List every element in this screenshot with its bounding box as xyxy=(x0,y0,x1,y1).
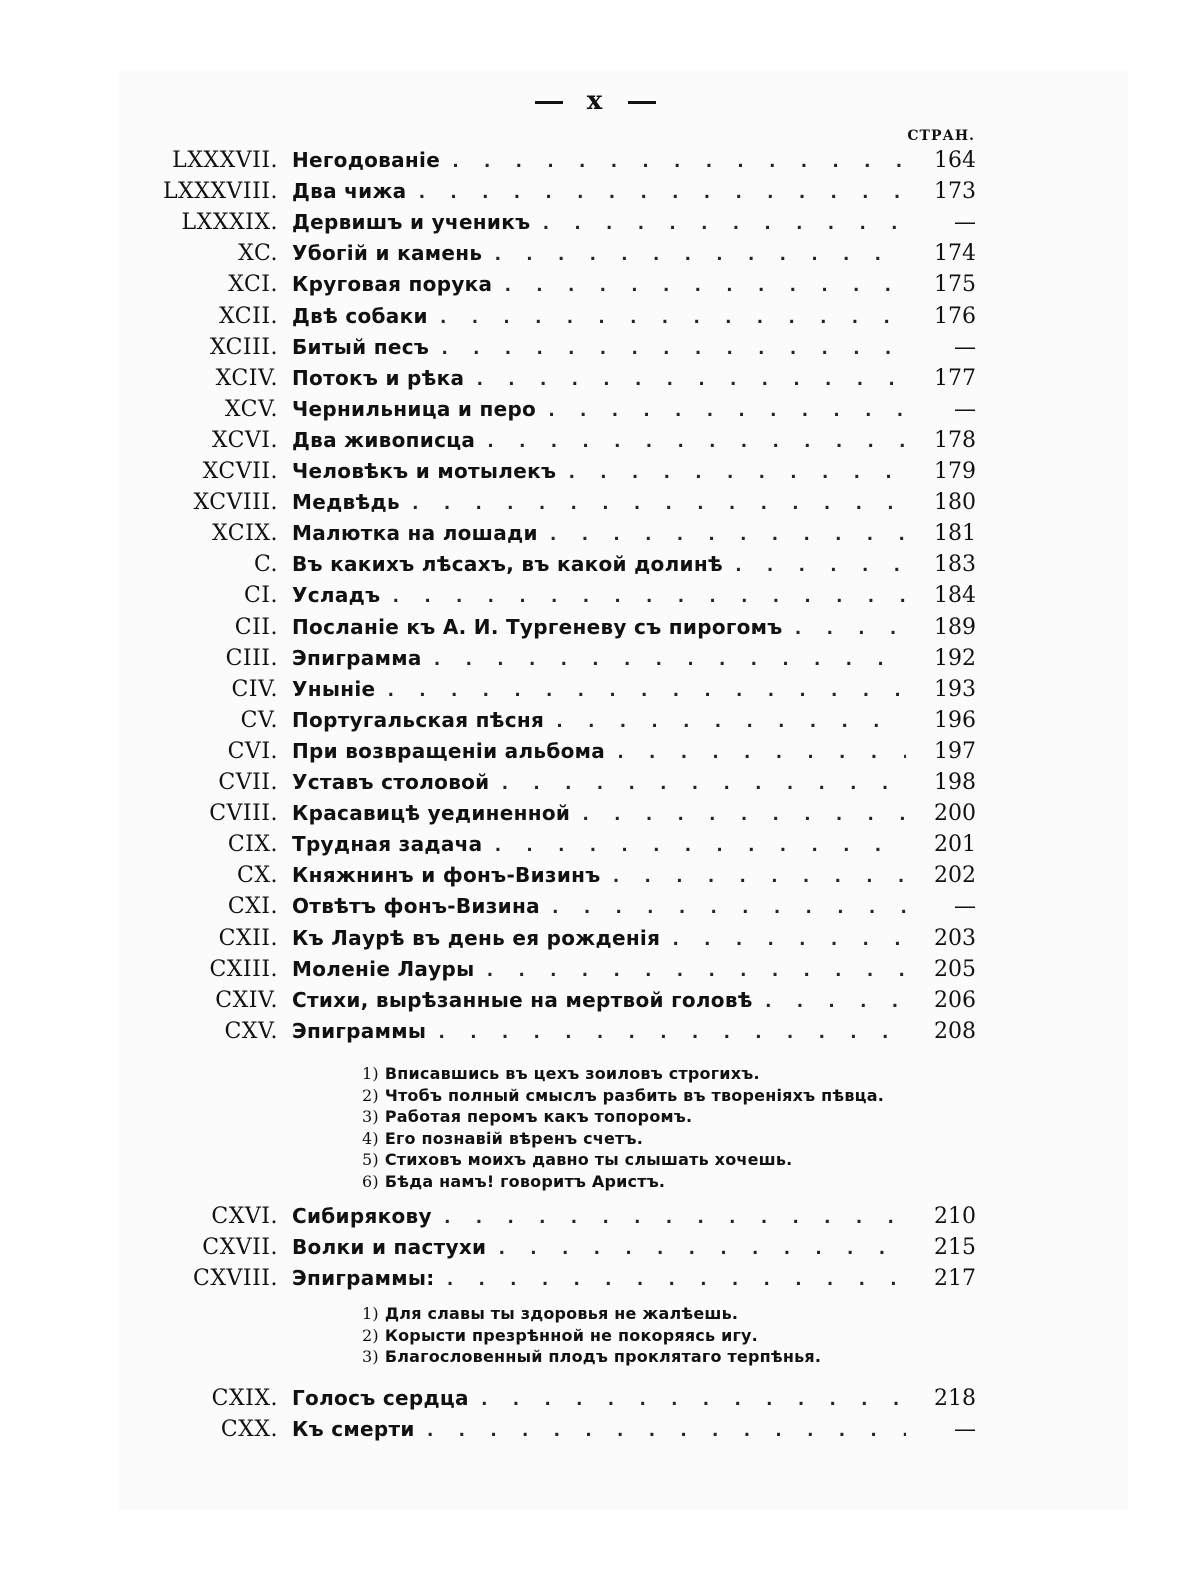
dot-leader xyxy=(385,680,906,701)
dot-leader xyxy=(793,618,906,639)
toc-entry-title: Убогій и камень xyxy=(292,241,483,266)
dot-leader xyxy=(442,1207,906,1228)
toc-entry-number: CXIII. xyxy=(209,956,278,982)
toc-entry-title: Отвѣтъ фонъ-Визина xyxy=(292,894,540,919)
dot-leader xyxy=(566,462,906,483)
dot-leader xyxy=(546,400,906,421)
toc-entry-page: 177 xyxy=(934,365,976,391)
toc-entry xyxy=(150,770,976,801)
toc-entry-title: Эпиграммы xyxy=(292,1018,427,1043)
dot-leader xyxy=(439,338,906,359)
toc-entry-page: 197 xyxy=(934,738,976,764)
dot-leader xyxy=(500,773,907,794)
toc-entry xyxy=(150,988,976,1019)
sub-entry xyxy=(362,1107,692,1126)
dot-leader xyxy=(502,275,906,296)
sub-entry xyxy=(362,1304,738,1323)
page-header xyxy=(0,86,1191,116)
toc-entry xyxy=(150,894,976,925)
sub-entry-text: Стиховъ моихъ давно ты слышать хочешь. xyxy=(384,1150,793,1169)
toc-entry-title: Потокъ и рѣка xyxy=(292,365,465,390)
toc-entry-page: 173 xyxy=(934,179,976,205)
sub-entry-number: 6) xyxy=(362,1171,379,1191)
toc-entry-page: 217 xyxy=(934,1266,976,1291)
toc-entry-page: — xyxy=(954,210,976,236)
toc-entry xyxy=(150,428,976,459)
toc-entry-page: — xyxy=(954,894,976,920)
toc-entry-number: C. xyxy=(253,552,278,578)
toc-entry-number: CIX. xyxy=(227,832,278,858)
toc-entry xyxy=(150,179,976,210)
toc-entry-number: CXV. xyxy=(224,1018,278,1044)
toc-entry xyxy=(150,708,976,739)
toc-entry-title: Унынiе xyxy=(292,676,376,701)
page-marker: x xyxy=(586,86,605,116)
toc-entry-page: 205 xyxy=(934,956,976,982)
toc-entry xyxy=(150,1386,976,1417)
toc-entry-number: XCIX. xyxy=(212,521,278,547)
toc-entry xyxy=(150,335,976,366)
sub-entry-text: Вписавшись въ цехъ зоиловъ строгихъ. xyxy=(384,1064,760,1083)
toc-entry-page: 189 xyxy=(934,614,976,640)
toc-entry-number: CVIII. xyxy=(209,801,278,827)
sub-entry xyxy=(362,1347,821,1366)
sub-entry xyxy=(362,1172,665,1191)
dot-leader xyxy=(540,213,906,234)
toc-entry-title: Уставъ столовой xyxy=(292,770,490,794)
toc-entry-page: 181 xyxy=(934,521,976,547)
toc-entry-title: Эпиграммы: xyxy=(292,1266,435,1290)
header-dash-left xyxy=(535,101,563,104)
sub-entry-number: 5) xyxy=(362,1150,379,1169)
toc-entry-page: 164 xyxy=(934,148,976,173)
sub-entry-number: 3) xyxy=(362,1347,379,1366)
toc-entry xyxy=(150,552,976,583)
dot-leader xyxy=(492,244,906,265)
toc-entry xyxy=(150,148,976,179)
toc-entry-title: Португальская пѣсня xyxy=(292,707,545,732)
toc-entry xyxy=(150,366,976,397)
toc-entry xyxy=(150,397,976,428)
toc-entry xyxy=(150,210,976,241)
toc-entry-page: 202 xyxy=(934,863,976,889)
toc-entry-number: CXII. xyxy=(218,925,278,951)
toc-entry xyxy=(150,272,976,303)
toc-entry-title: Два чижа xyxy=(292,179,407,204)
sub-entry xyxy=(362,1326,758,1345)
toc-entry-number: CVII. xyxy=(218,770,278,795)
sub-entry-text: Работая перомъ какъ топоромъ. xyxy=(384,1107,693,1126)
dot-leader xyxy=(425,1420,906,1441)
dot-leader xyxy=(615,742,906,763)
toc-entry-title: Трудная задача xyxy=(292,832,483,857)
toc-entry-title: Посланіе къ А. И. Тургеневу съ пирогомъ xyxy=(292,614,783,639)
sub-entry-number: 3) xyxy=(362,1107,379,1126)
toc-entry-page: 198 xyxy=(934,770,976,795)
toc-entry-page: — xyxy=(954,396,976,422)
toc-entry-title: Эпиграмма xyxy=(292,645,422,670)
toc-entry-page: 183 xyxy=(934,552,976,578)
toc-entry-title: Малютка на лошади xyxy=(292,521,538,546)
dot-leader xyxy=(390,586,906,607)
dot-leader xyxy=(733,555,906,576)
toc-entry-title: Въ какихъ лѣсахъ, въ какой долинѣ xyxy=(292,552,723,577)
toc-entry-number: CXIX. xyxy=(211,1386,278,1411)
toc-entry-title: Голосъ сердца xyxy=(292,1386,469,1410)
toc-entry xyxy=(150,832,976,863)
toc-entry xyxy=(150,1266,976,1297)
toc-entry-title: Красавицѣ уединенной xyxy=(292,801,571,826)
dot-leader xyxy=(438,307,906,328)
toc-entry-page: 200 xyxy=(934,801,976,827)
toc-entry-title: Моленіе Лауры xyxy=(292,956,475,981)
toc-entry xyxy=(150,863,976,894)
toc-entry xyxy=(150,1417,976,1448)
toc-entry xyxy=(150,615,976,646)
toc-entry-page: 206 xyxy=(934,987,976,1013)
toc-entry-number: XC. xyxy=(238,241,278,267)
dot-leader xyxy=(548,524,906,545)
toc-entry xyxy=(150,957,976,988)
sub-entry xyxy=(362,1150,792,1169)
toc-entry-number: CXVI. xyxy=(211,1204,278,1229)
toc-entry-title: Два живописца xyxy=(292,427,476,452)
toc-entry-page: 180 xyxy=(934,490,976,516)
toc-entry-page: 210 xyxy=(934,1204,976,1229)
toc-entry-title: Дервишъ и ученикъ xyxy=(292,210,531,235)
toc-entry-title: Битый песъ xyxy=(292,334,430,359)
toc-entry xyxy=(150,1019,976,1050)
toc-entry-number: XCVIII. xyxy=(193,490,278,516)
toc-entry-title: Двѣ собаки xyxy=(292,303,428,328)
toc-entry-page: 176 xyxy=(934,303,976,329)
toc-entry-page: 203 xyxy=(934,925,976,951)
dot-leader xyxy=(416,182,906,203)
toc-entry-title: Сибирякову xyxy=(292,1204,432,1228)
toc-entry-number: XCII. xyxy=(219,303,278,329)
sub-entry xyxy=(362,1129,643,1148)
toc-entry xyxy=(150,241,976,272)
sub-entry-number: 2) xyxy=(362,1085,379,1105)
sub-entry xyxy=(362,1086,884,1105)
toc-entry-title: Чернильница и перо xyxy=(292,396,537,421)
toc-entry-number: XCV. xyxy=(224,396,278,422)
toc-entry-number: LXXXVIII. xyxy=(162,179,278,205)
toc-entry-number: XCVII. xyxy=(202,459,278,484)
dot-leader xyxy=(670,929,906,950)
sub-entry-text: Корысти презрѣнной не покоряясь игу. xyxy=(384,1325,758,1345)
dot-leader xyxy=(445,1269,906,1290)
toc-entry-page: 218 xyxy=(934,1386,976,1411)
toc-entry xyxy=(150,583,976,614)
dot-leader xyxy=(474,369,906,390)
toc-entry-page: — xyxy=(954,334,976,360)
toc-entry-page: 178 xyxy=(934,427,976,453)
sub-entry-number: 4) xyxy=(362,1128,379,1148)
toc-entry xyxy=(150,739,976,770)
toc-entry-number: XCIII. xyxy=(209,334,278,360)
toc-entry xyxy=(150,801,976,832)
toc-entry-title: При возвращеніи альбома xyxy=(292,738,606,763)
dot-leader xyxy=(492,835,906,856)
toc-entry-page: 201 xyxy=(934,832,976,858)
sub-entry-number: 1) xyxy=(362,1304,379,1323)
toc-entry xyxy=(150,646,976,677)
dot-leader xyxy=(611,866,906,887)
dot-leader xyxy=(410,493,906,514)
toc-entry-page: 184 xyxy=(934,583,976,609)
toc-entry-page: 175 xyxy=(934,272,976,298)
toc-entry-title: Усладъ xyxy=(292,583,381,608)
toc-entry-number: CI. xyxy=(243,583,278,609)
toc-entry xyxy=(150,926,976,957)
toc-entry-page: 193 xyxy=(934,676,976,702)
toc-entry-title: Человѣкъ и мотылекъ xyxy=(292,459,557,483)
toc-entry-page: 215 xyxy=(934,1235,976,1260)
dot-leader xyxy=(432,649,906,670)
sub-entry-number: 2) xyxy=(362,1325,379,1345)
toc-entry-title: Къ смерти xyxy=(292,1417,415,1441)
dot-leader xyxy=(479,1389,906,1410)
toc-entry xyxy=(150,490,976,521)
toc-entry-number: XCIV. xyxy=(215,365,278,391)
toc-entry-number: CXIV. xyxy=(215,987,278,1013)
toc-entry-page: 196 xyxy=(934,707,976,733)
toc-entry-number: LXXXIX. xyxy=(181,210,278,236)
dot-leader xyxy=(496,1238,906,1259)
sub-entry-text: Чтобъ полный смыслъ разбить въ твореніяхъ пѣвца. xyxy=(384,1085,885,1105)
toc-entry-title: Княжнинъ и фонъ-Визинъ xyxy=(292,863,601,888)
header-dash-right xyxy=(628,101,656,104)
dot-leader xyxy=(554,711,906,732)
toc-entry-number: CV. xyxy=(240,707,278,733)
toc-entry-number: CXI. xyxy=(227,894,278,920)
toc-entry xyxy=(150,1204,976,1235)
toc-entry-title: Негодованіе xyxy=(292,148,441,172)
toc-entry-page: — xyxy=(954,1417,976,1442)
toc-entry-page: 174 xyxy=(934,241,976,267)
toc-entry-title: Медвѣдь xyxy=(292,490,400,515)
toc-entry-number: CII. xyxy=(234,614,278,640)
dot-leader xyxy=(450,151,906,172)
toc-entry-number: CXVIII. xyxy=(193,1266,278,1291)
toc-entry-number: XCI. xyxy=(228,272,278,298)
toc-entry-title: Къ Лаурѣ въ день ея рожденія xyxy=(292,925,661,950)
toc-entry-number: CXX. xyxy=(220,1417,278,1442)
toc-entry-title: Круговая порука xyxy=(292,272,493,297)
toc-entry xyxy=(150,677,976,708)
toc-entry-title: Волки и пастухи xyxy=(292,1235,487,1259)
toc-entry-title: Стихи, вырѣзанные на мертвой головѣ xyxy=(292,987,753,1012)
sub-entry-number: 1) xyxy=(362,1064,379,1083)
toc-entry-number: CXVII. xyxy=(202,1235,278,1260)
toc-entry xyxy=(150,1235,976,1266)
toc-entry-number: CVI. xyxy=(227,738,278,764)
toc-entry-number: CIV. xyxy=(231,676,278,702)
sub-entry xyxy=(362,1064,760,1083)
toc-entry xyxy=(150,459,976,490)
sub-entry-text: Для славы ты здоровья не жалѣешь. xyxy=(384,1304,739,1323)
toc-entry-number: LXXXVII. xyxy=(172,148,278,173)
toc-entry-number: CIII. xyxy=(225,645,278,671)
page-column-label: СТРАН. xyxy=(907,128,975,144)
dot-leader xyxy=(550,897,906,918)
dot-leader xyxy=(580,804,906,825)
dot-leader xyxy=(485,431,906,452)
toc-entry xyxy=(150,521,976,552)
sub-entry-text: Его познавій вѣренъ счетъ. xyxy=(384,1128,644,1148)
dot-leader xyxy=(763,991,906,1012)
toc-entry xyxy=(150,304,976,335)
dot-leader xyxy=(436,1022,906,1043)
dot-leader xyxy=(485,960,906,981)
toc-entry-number: CX. xyxy=(237,863,278,889)
toc-entry-page: 192 xyxy=(934,645,976,671)
toc-entry-page: 179 xyxy=(934,459,976,484)
toc-entry-page: 208 xyxy=(934,1018,976,1044)
toc-entry-number: XCVI. xyxy=(211,427,278,453)
sub-entry-text: Благословенный плодъ проклятаго терпѣнья. xyxy=(384,1347,822,1366)
sub-entry-text: Бѣда намъ! говоритъ Аристъ. xyxy=(384,1171,666,1191)
